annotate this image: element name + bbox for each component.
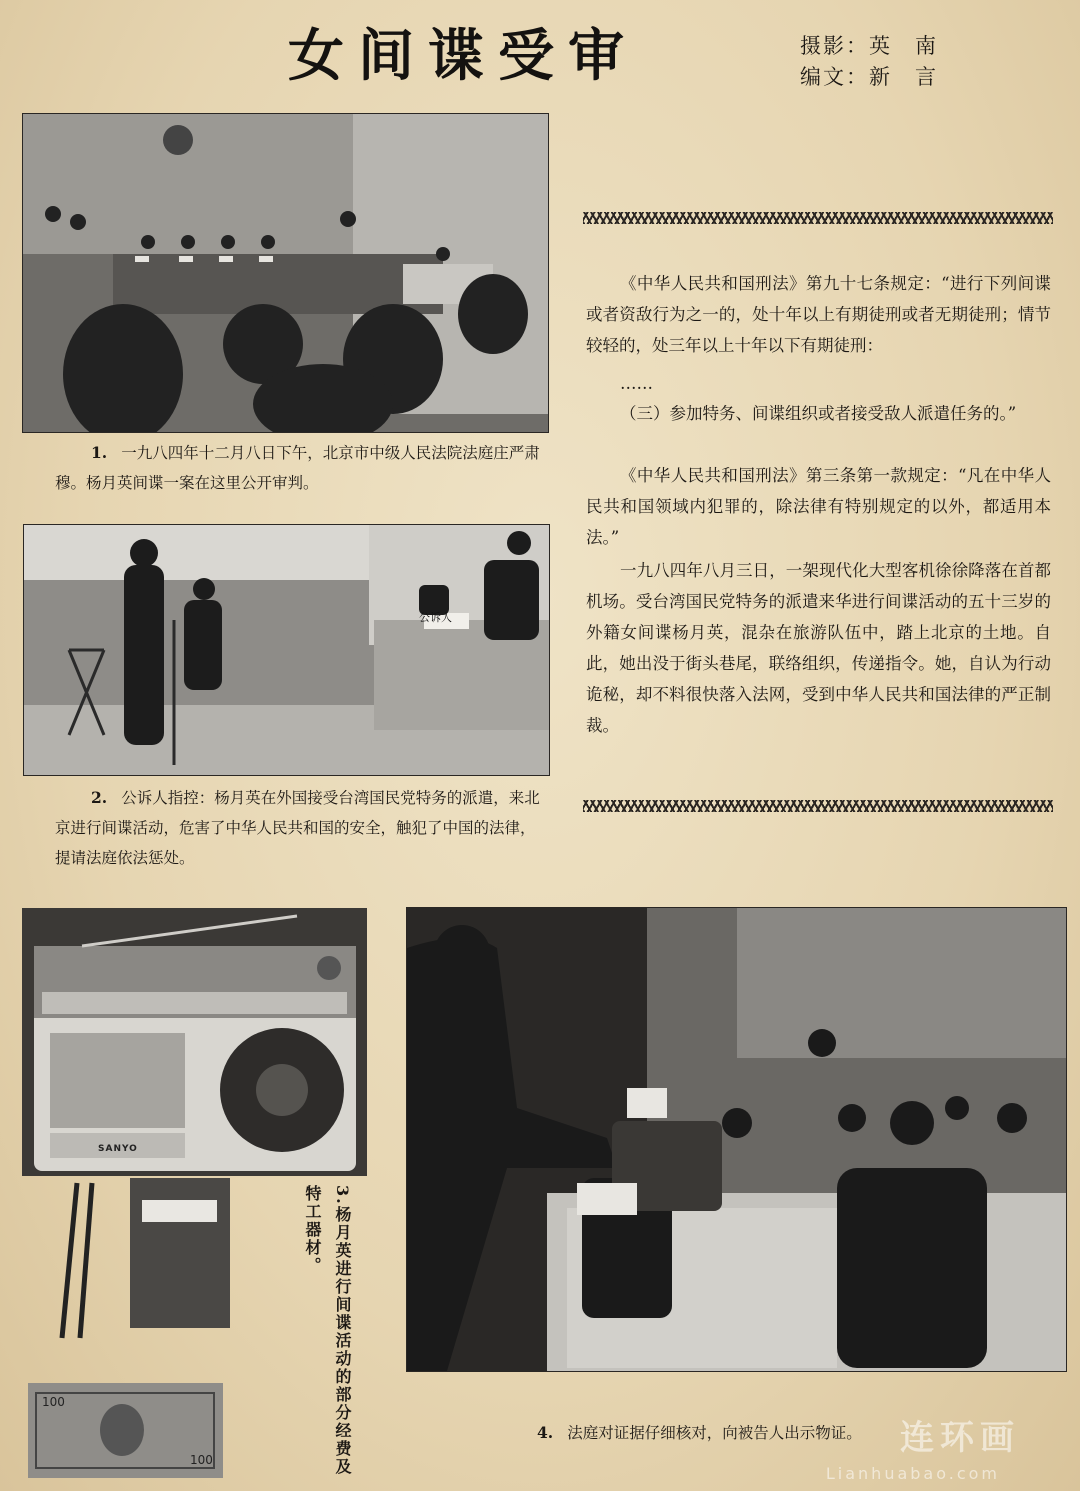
national-emblem-icon	[163, 125, 193, 155]
photo-prosecutor	[23, 524, 550, 776]
photographer-credit: 摄影：英 南	[800, 34, 938, 58]
article-ellipsis: ……	[620, 374, 653, 393]
cassette-deck	[50, 1033, 185, 1128]
watermark-url: Lianhuabao.com	[825, 1464, 1000, 1483]
article-paragraph-3: 《中华人民共和国刑法》第三条第一款规定：“凡在中华人民共和国领域内犯罪的，除法律有特别规定的以外，都适用本法。”	[586, 466, 1051, 547]
tuning-knob-icon	[317, 956, 341, 980]
divider-bottom	[583, 800, 1053, 812]
caption-3: 3.杨月英进行间谍活动的部分经费及特工器材。	[303, 1185, 352, 1476]
page-title: 女间谍受审	[288, 24, 638, 89]
svg-text:100: 100	[42, 1395, 65, 1409]
radio-brand-text: SANYO	[98, 1144, 138, 1154]
caption-2: 2. 公诉人指控：杨月英在外国接受台湾国民党特务的派遣，来北京进行间谍活动，危害了中华人民共和国的安全，触犯了中国的法律，提请法庭依法惩处。	[55, 788, 540, 867]
svg-text:100: 100	[190, 1453, 213, 1467]
article-paragraph-4: 一九八四年八月三日，一架现代化大型客机徐徐降落在首都机场。受台湾国民党特务的派遣来华进行间谍活动的五十三岁的外籍女间谍杨月英，混杂在旅游队伍中，踏上北京的土地。自此，她出没于街头巷尾，联络组织，传递指令。她，自认为行动诡秘，却不料很快落入法网，受到中华人民共和国法律的严正制裁。	[586, 561, 1051, 735]
caption-1: 1. 一九八四年十二月八日下午，北京市中级人民法院法庭庄严肃穆。杨月英间谍一案在这里公开审判。	[55, 443, 540, 492]
photo-evidence	[406, 907, 1067, 1372]
desk-sign-text: 公诉人	[419, 611, 452, 624]
article-paragraph-2: （三）参加特务、间谍组织或者接受敌人派遣任务的。”	[620, 404, 1017, 423]
caption-4: 4. 法庭对证据仔细核对，向被告人出示物证。	[537, 1423, 862, 1442]
watermark-logo: 连环画	[900, 1418, 1020, 1458]
article-paragraph-1: 《中华人民共和国刑法》第九十七条规定：“进行下列间谍或者资敌行为之一的，处十年以上有期徒刑或者无期徒刑；情节较轻的，处三年以上十年以下有期徒刑：	[586, 274, 1051, 355]
divider-top	[583, 212, 1053, 224]
editor-credit: 编文：新 言	[800, 65, 938, 89]
photo-courtroom	[22, 113, 549, 433]
